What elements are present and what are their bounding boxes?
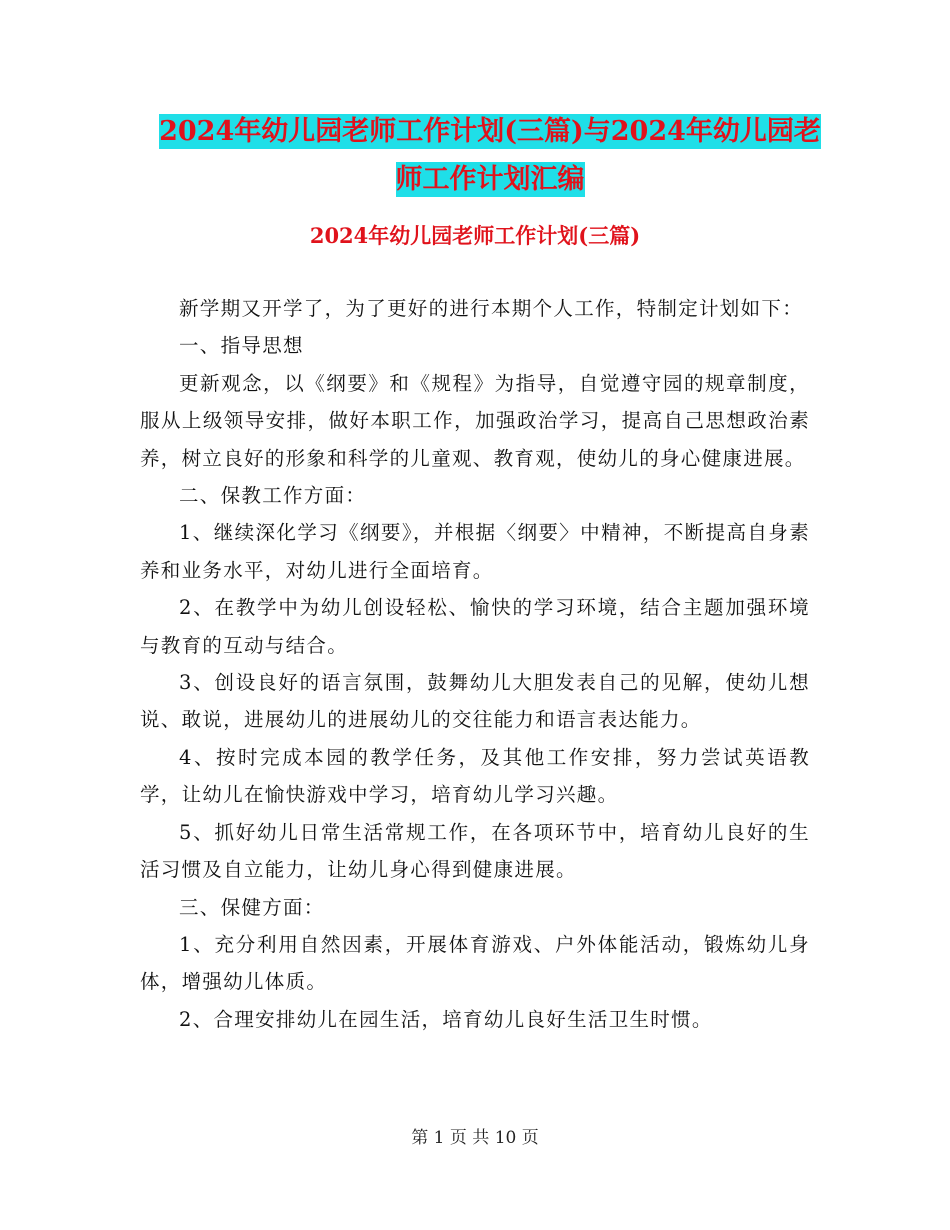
list-item: 2、合理安排幼儿在园生活，培育幼儿良好生活卫生时惯。 <box>179 1007 713 1031</box>
list-item: 3、创设良好的语言氛围，鼓舞幼儿大胆发表自己的见解，使幼儿想说、敢说，进展幼儿的进展幼儿的交往能力和语言表达能力。 <box>140 671 810 732</box>
heading-guiding-thought: 一、指导思想 <box>179 334 304 358</box>
main-title-line-1: 2024年幼儿园老师工作计划(三篇)与2024年幼儿园老 <box>159 116 821 147</box>
main-title-line-2: 师工作计划汇编 <box>395 164 585 195</box>
list-item: 4、按时完成本园的教学任务，及其他工作安排，努力尝试英语教学，让幼儿在愉快游戏中学习，培育幼儿学习兴趣。 <box>140 745 810 807</box>
section-title: 2024年幼儿园老师工作计划(三篇) <box>309 223 641 248</box>
body-text <box>140 290 810 1038</box>
heading-teaching-work: 二、保教工作方面： <box>179 484 367 508</box>
list-item: 2、在教学中为幼儿创设轻松、愉快的学习环境，结合主题加强环境与教育的互动与结合。 <box>140 596 810 657</box>
list-item: 5、抓好幼儿日常生活常规工作，在各项环节中，培育幼儿良好的生活习惯及自立能力，让幼儿身心得到健康进展。 <box>140 820 810 882</box>
list-item: 1、充分利用自然因素，开展体育游戏、户外体能活动，锻炼幼儿身体，增强幼儿体质。 <box>140 932 810 994</box>
paragraph: 新学期又开学了，为了更好的进行本期个人工作，特制定计划如下： <box>179 297 804 320</box>
list-item: 1、继续深化学习《纲要》，并根据〈纲要〉中精神，不断提高自身素养和业务水平，对幼儿进行全面培育。 <box>140 521 810 582</box>
main-title <box>140 108 840 204</box>
paragraph: 更新观念，以《纲要》和《规程》为指导，自觉遵守园的规章制度，服从上级领导安排，做好本职工作，加强政治学习，提高自己思想政治素养，树立良好的形象和科学的儿童观、教育观，使幼儿的身心健康进展。 <box>140 371 810 470</box>
heading-health-care: 三、保健方面： <box>179 895 325 919</box>
page-footer: 第 1 页 共 10 页 <box>411 1128 539 1148</box>
